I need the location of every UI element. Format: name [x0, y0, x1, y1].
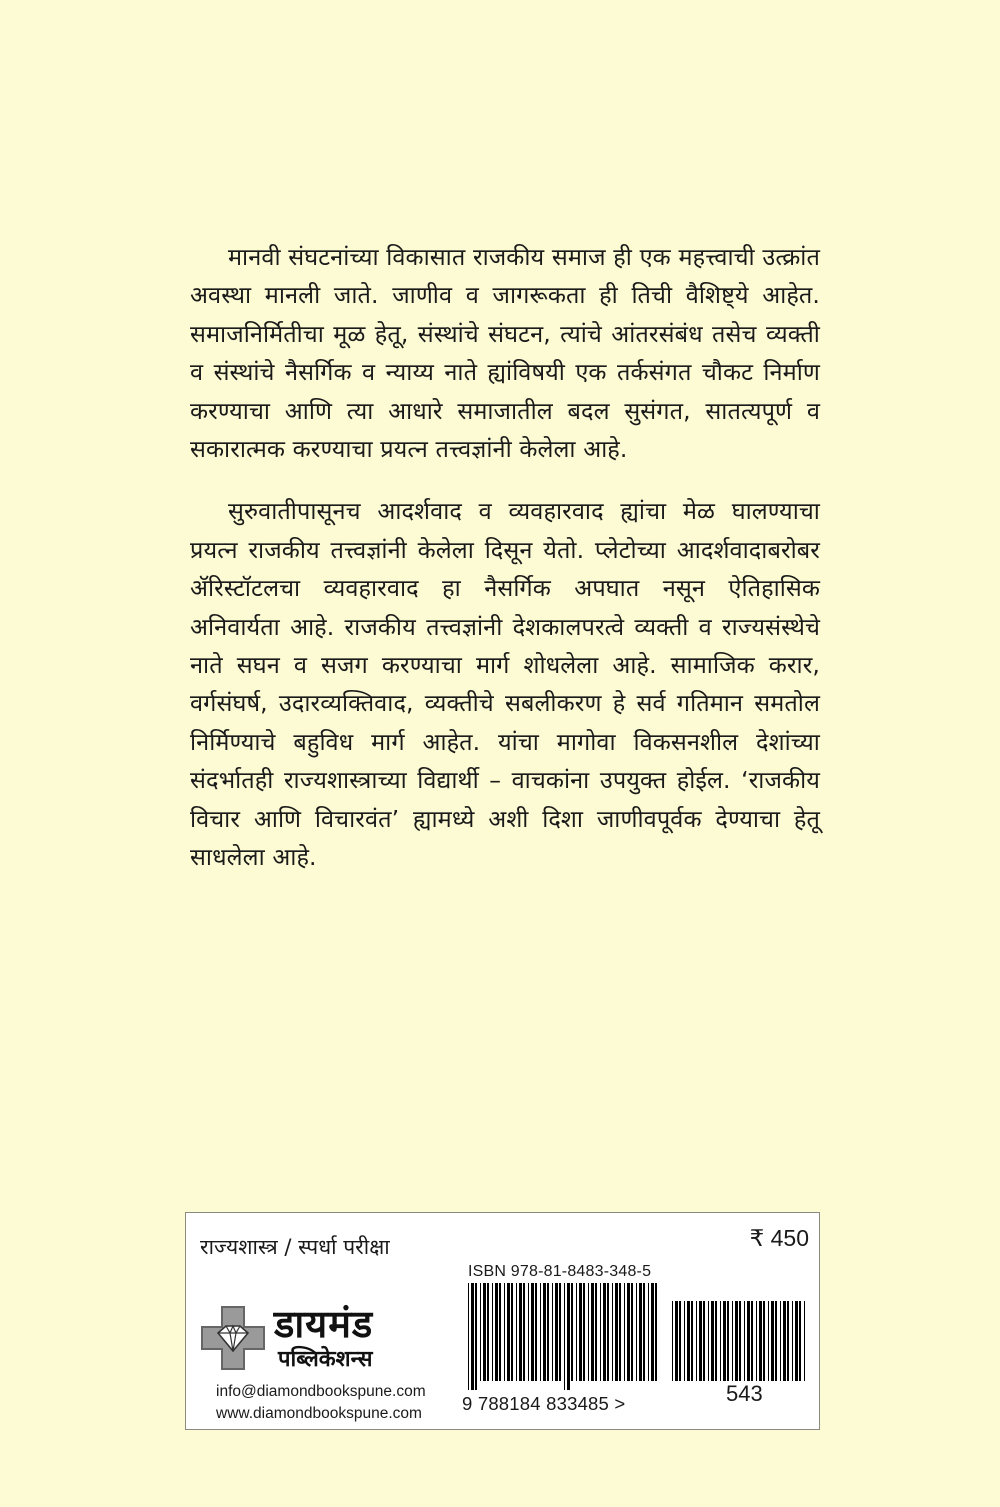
barcode-bar	[720, 1301, 721, 1381]
barcode-bar	[492, 1283, 493, 1381]
barcode-bar	[504, 1283, 505, 1381]
barcode-bar	[552, 1283, 553, 1381]
barcode-bar	[679, 1301, 681, 1381]
barcode-bar	[723, 1301, 726, 1381]
barcode-bar	[732, 1301, 733, 1381]
barcode-bar	[591, 1283, 594, 1381]
barcode-bar	[627, 1283, 630, 1381]
diamond-cross-icon	[200, 1305, 266, 1371]
publisher-email: info@diamondbookspune.com	[216, 1383, 426, 1400]
isbn-label: ISBN 978-81-8483-348-5	[468, 1263, 652, 1280]
barcode-bar	[651, 1283, 654, 1381]
barcode-bar	[744, 1301, 745, 1381]
barcode-bar	[547, 1283, 549, 1381]
blurb-paragraph-1: मानवी संघटनांच्या विकासात राजकीय समाज ही एक महत्त्वाची उत्क्रांत अवस्था मानली जाते. जाणीव व जागरूकता ही तिची वैशिष्ट्ये आहेत. समाजनिर्मितीचा मूळ हेतू, संस्थांचे संघटन, त्यांचे आंतरसंबंध तसेच व्यक्ती व संस्थांचे नैसर्गिक व न्याय्य नाते ह्यांविषयी एक तर्कसंगत चौकट निर्माण करण्याचा आणि त्या आधारे समाजातील बदल सुसंगत, सातत्यपूर्ण व सकारात्मक करण्याचा प्रयत्न तत्त्वज्ञांनी केलेला आहे.	[190, 243, 820, 464]
barcode-bar	[516, 1283, 517, 1381]
barcode-bar	[528, 1283, 529, 1381]
barcode-bar	[684, 1301, 685, 1381]
barcode-bar	[523, 1283, 525, 1381]
barcode-bar	[691, 1301, 693, 1381]
barcode-bar	[763, 1301, 765, 1381]
blurb-paragraph-2: सुरुवातीपासूनच आदर्शवाद व व्यवहारवाद ह्यांचा मेळ घालण्याचा प्रयत्न राजकीय तत्त्वज्ञांनी केलेला दिसून येतो. प्लेटोच्या आदर्शवादाबरोबर ॲरिस्टॉटलचा व्यवहारवाद हा नैसर्गिक अपघात नसून ऐतिहासिक अनिवार्यता आहे. राजकीय तत्त्वज्ञांनी देशकालपरत्वे व्यक्ती व राज्यसंस्थेचे नाते सघन व सजग करण्याचा मार्ग शोधलेला आहे. सामाजिक करार, वर्गसंघर्ष, उदारव्यक्तिवाद, व्यक्तीचे सबलीकरण हे सर्व गतिमान समतोल निर्मिण्याचे बहुविध मार्ग आहेत. यांचा मागोवा विकसनशील देशांच्या संदर्भातही राज्यशास्त्राच्या विद्यार्थी – वाचकांना उपयुक्त होईल. ‘राजकीय विचार आणि विचारवंत’ ह्यामध्ये अशी दिशा जाणीवपूर्वक देण्याचा हेतू साधलेला आहे.	[190, 497, 820, 872]
barcode-bar	[483, 1283, 486, 1381]
barcode-bar	[715, 1301, 717, 1381]
barcode-bar	[468, 1283, 469, 1390]
publisher-website: www.diamondbookspune.com	[216, 1405, 422, 1422]
barcode-bar	[471, 1283, 474, 1390]
barcode-bar	[600, 1283, 601, 1381]
info-panel	[185, 1212, 820, 1430]
barcode-bar	[603, 1283, 606, 1381]
barcode-bar	[531, 1283, 534, 1381]
barcode-bar	[768, 1301, 769, 1381]
barcode-bar	[631, 1283, 633, 1381]
barcode-bar	[783, 1301, 786, 1381]
price-label: ₹ 450	[749, 1225, 809, 1251]
barcode-bar	[727, 1301, 729, 1381]
barcode-bar	[615, 1283, 618, 1381]
barcode-bar	[499, 1283, 501, 1381]
barcode-bar	[804, 1301, 805, 1381]
barcode-bar	[639, 1283, 642, 1381]
barcode-bar	[792, 1301, 793, 1381]
barcode-bar	[607, 1283, 609, 1381]
barcode-bar	[636, 1283, 637, 1381]
barcode-bar	[624, 1283, 625, 1381]
barcode-bar	[540, 1283, 541, 1381]
barcode-bar	[583, 1283, 585, 1381]
barcode-bar	[775, 1301, 777, 1381]
barcode-bar	[612, 1283, 613, 1381]
barcode-bar	[535, 1283, 537, 1381]
barcode-bar	[619, 1283, 621, 1381]
barcode-bar	[595, 1283, 597, 1381]
publisher-name-line1: डायमंड	[274, 1302, 374, 1346]
barcode-bar	[655, 1283, 657, 1381]
barcode-bar	[699, 1301, 702, 1381]
barcode-bar	[696, 1301, 697, 1381]
barcode-bar	[739, 1301, 741, 1381]
barcode-bar	[687, 1301, 690, 1381]
barcode-bar	[711, 1301, 714, 1381]
barcode-bar	[759, 1301, 762, 1381]
barcode-bar	[780, 1301, 781, 1381]
barcode-bar	[799, 1301, 801, 1381]
addon-barcode	[672, 1301, 807, 1381]
barcode-digits: 9 788184 833485 >	[462, 1393, 626, 1414]
barcode-bar	[747, 1301, 750, 1381]
addon-digits: 543	[726, 1381, 763, 1406]
barcode-bar	[564, 1283, 565, 1390]
publisher-contact	[216, 1381, 426, 1425]
barcode-bar	[487, 1283, 489, 1381]
barcode-bar	[735, 1301, 738, 1381]
barcode-bar	[672, 1301, 673, 1381]
barcode-bar	[475, 1283, 477, 1390]
subject-categories: राज्यशास्त्र / स्पर्धा परीक्षा	[200, 1235, 390, 1259]
publisher-logo	[200, 1295, 462, 1375]
barcode-bar	[495, 1283, 498, 1381]
barcode-bar	[555, 1283, 558, 1381]
barcode-bar	[643, 1283, 645, 1381]
blurb-text	[190, 238, 820, 901]
publisher-name-line2: पब्लिकेशन्स	[278, 1347, 373, 1372]
barcode-bar	[795, 1301, 798, 1381]
barcode-bar	[559, 1283, 561, 1381]
barcode-bar	[519, 1283, 522, 1381]
barcode-bar	[511, 1283, 513, 1381]
barcode-bar	[648, 1283, 649, 1381]
barcode-bar	[756, 1301, 757, 1381]
barcode-bar	[543, 1283, 546, 1381]
barcode-bar	[571, 1283, 573, 1381]
barcode-bar	[787, 1301, 789, 1381]
barcode-bar	[480, 1283, 481, 1381]
barcode-bar	[507, 1283, 510, 1381]
barcode-bar	[675, 1301, 678, 1381]
barcode-bar	[771, 1301, 774, 1381]
barcode-bar	[579, 1283, 582, 1381]
barcode-bar	[567, 1283, 570, 1390]
barcode-bar	[708, 1301, 709, 1381]
barcode-bar	[751, 1301, 753, 1381]
barcode-bar	[703, 1301, 705, 1381]
barcode-bar	[588, 1283, 589, 1381]
barcode-bar	[576, 1283, 577, 1381]
isbn-barcode	[468, 1283, 662, 1390]
